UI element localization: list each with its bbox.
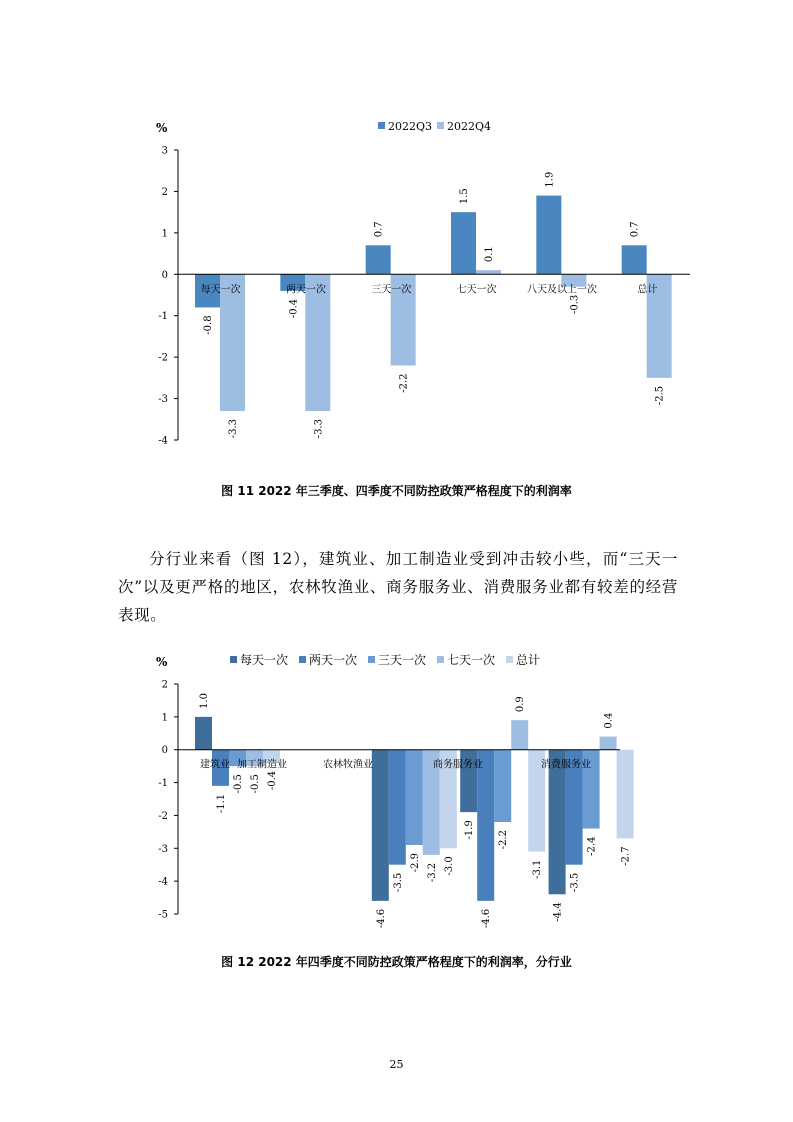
legend-label: 两天一次 [309,653,358,667]
y-tick-label: 0 [161,745,168,757]
bar-value-label: 1.0 [199,692,210,709]
legend-swatch [299,656,306,663]
category-label: 每天一次 [200,284,241,296]
y-axis-unit-label: % [156,121,168,135]
figure-12-caption: 图 12 2022 年四季度不同防控政策严格程度下的利润率，分行业 [221,955,572,969]
category-label: 两天一次 [286,284,326,296]
bar-value-label: -2.2 [498,830,510,850]
figure-11-chart [0,110,793,460]
category-label: 八天及以上一次 [527,284,597,296]
y-tick-label: 2 [161,679,168,691]
y-tick-label: -2 [158,352,168,364]
category-label: 农林牧渔业 [323,759,373,771]
figure-11-caption: 图 11 2022 年三季度、四季度不同防控政策严格程度下的利润率 [221,484,572,498]
bar-value-label: -4.6 [375,908,387,929]
bar-value-label: 0.9 [515,696,527,713]
bar-value-label: -0.4 [288,298,300,319]
legend-swatch [368,656,375,663]
y-tick-label: 3 [161,145,168,157]
y-tick-label: 1 [161,228,168,240]
body-paragraph: 分行业来看（图 12），建筑业、加工制造业受到冲击较小些，而“三天一次”以及更严格的地区，农林牧渔业、商务服务业、消费服务业都有较差的经营表现。 [118,550,678,624]
y-tick-label: -2 [158,810,168,822]
legend-swatch [506,656,513,663]
legend-label: 三天一次 [378,653,427,667]
category-label: 三天一次 [371,284,412,296]
category-label: 建筑业 [200,759,230,771]
y-tick-label: -3 [158,843,168,855]
bar-value-label: -1.9 [464,820,476,840]
y-tick-label: -4 [158,435,168,447]
legend-label: 总计 [516,653,541,667]
bar-value-label: -0.3 [569,294,581,315]
bar [389,750,406,865]
bar-value-label: -3.0 [443,856,455,876]
bar [477,750,494,901]
bar-value-label: -0.4 [267,770,278,791]
legend-label: 2022Q3 [388,120,433,133]
figure-12-chart [0,645,793,935]
category-label: 消费服务业 [541,759,591,771]
bar [372,750,389,901]
bar-value-label: -2.5 [654,385,666,406]
bar-value-label: 1.9 [544,171,556,188]
legend-swatch [437,122,444,129]
legend-label: 七天一次 [447,653,496,667]
bar [451,212,476,274]
y-tick-label: 2 [161,186,168,198]
bar [549,750,566,895]
legend-label: 每天一次 [240,653,289,667]
category-label: 商务服务业 [433,759,483,771]
bar-value-label: -3.1 [532,859,544,879]
bar [406,750,423,845]
bar-value-label: -3.3 [313,419,325,439]
bar [622,245,647,274]
bar-value-label: -3.5 [569,872,581,893]
category-label: 七天一次 [456,284,497,296]
bar [511,720,528,750]
bar-value-label: -3.5 [392,872,404,893]
legend-swatch [378,122,385,129]
bar-value-label: -4.4 [552,902,564,922]
bar [195,717,212,750]
bar-value-label: -2.4 [586,836,598,856]
bar-value-label: -0.5 [250,774,261,794]
page-number: 25 [389,1058,404,1071]
y-tick-label: -4 [158,876,168,888]
bar-value-label: 0.1 [484,246,495,263]
category-label: 总计 [637,284,658,296]
bar [536,196,561,275]
bar-value-label: -1.1 [216,793,227,814]
bar [476,270,501,274]
y-tick-label: -3 [158,394,168,406]
bar-value-label: 0.7 [629,221,641,238]
legend-label: 2022Q4 [447,120,492,133]
bar-value-label: -4.6 [481,908,493,929]
legend-swatch [230,656,237,663]
bar-value-label: -0.5 [233,774,244,794]
y-tick-label: -5 [158,909,168,921]
y-tick-label: -1 [158,778,168,790]
bar [617,750,634,839]
bar-value-label: -3.3 [228,419,239,439]
bar-value-label: -2.7 [620,846,632,866]
y-axis-unit-label: % [156,655,168,669]
bar [600,737,617,750]
bar-value-label: 0.4 [603,712,615,729]
legend-swatch [437,656,444,663]
bar-value-label: -0.8 [203,315,214,335]
bar-value-label: 1.5 [459,188,470,205]
y-tick-label: 1 [161,712,168,724]
y-tick-label: -1 [158,311,168,323]
category-label: 加工制造业 [237,759,287,771]
bar [366,245,391,274]
bar-value-label: -2.9 [409,853,421,873]
bar-value-label: -3.2 [426,862,438,883]
bar-value-label: -2.2 [398,373,410,393]
y-tick-label: 0 [161,269,168,281]
bar [494,750,511,822]
bar-value-label: 0.7 [373,221,385,238]
